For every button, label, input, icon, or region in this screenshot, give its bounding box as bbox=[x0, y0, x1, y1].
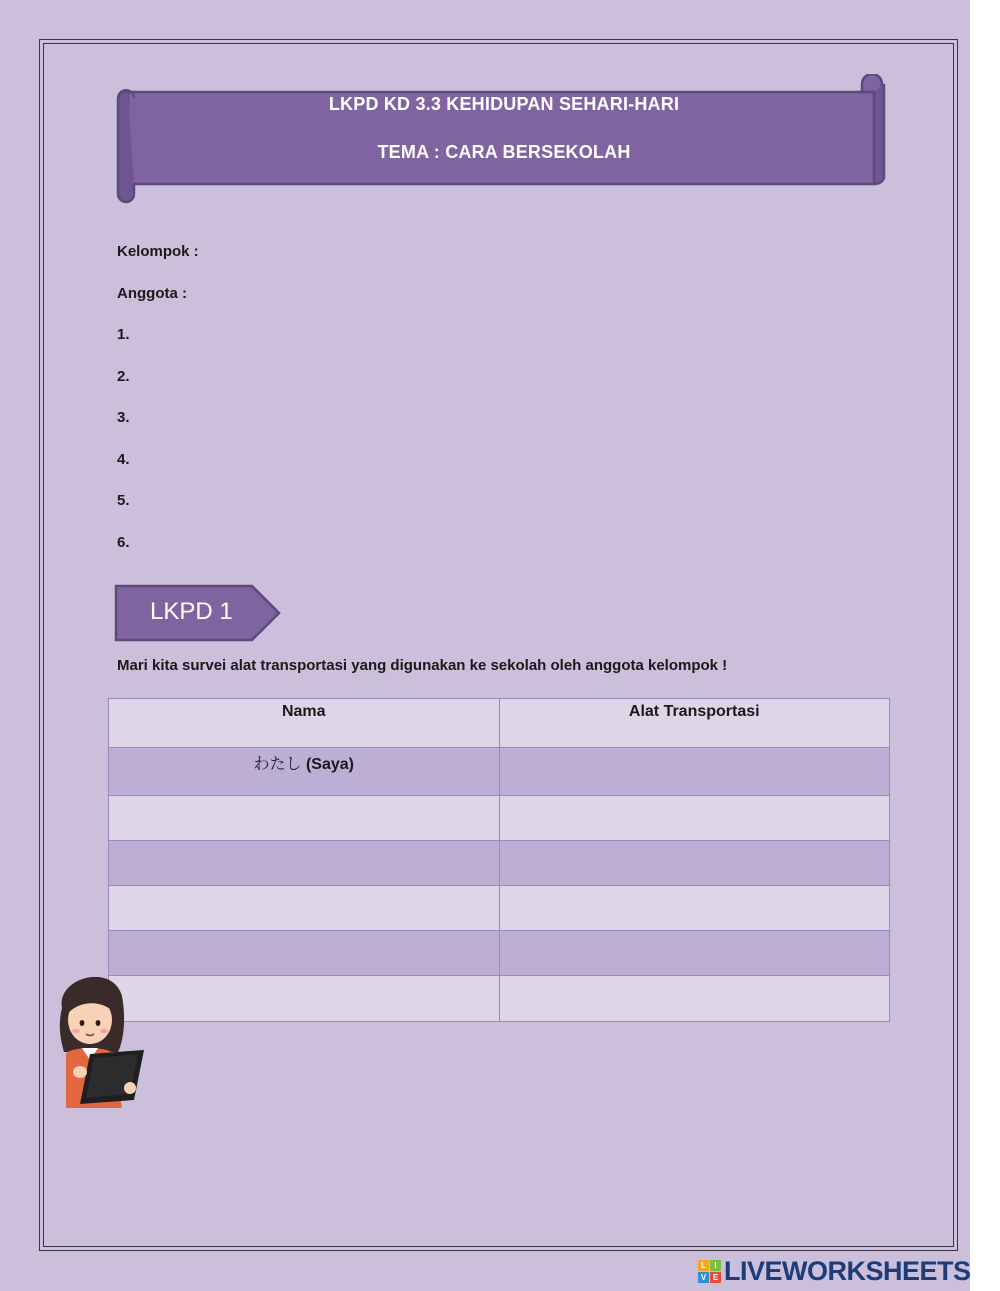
page-border-inner bbox=[43, 43, 954, 1247]
transport-cell[interactable] bbox=[499, 748, 890, 796]
logo-mark-icon bbox=[698, 1260, 721, 1283]
table-row bbox=[109, 841, 890, 886]
member-number-4: 4. bbox=[117, 451, 130, 468]
member-number-2: 2. bbox=[117, 368, 130, 385]
banner-title-line-2: TEMA : CARA BERSEKOLAH bbox=[377, 142, 631, 162]
table-row bbox=[109, 886, 890, 931]
table-header-row bbox=[109, 699, 890, 748]
name-cell bbox=[109, 748, 500, 796]
member-number-6: 6. bbox=[117, 534, 130, 551]
liveworksheets-logo[interactable] bbox=[698, 1256, 971, 1286]
name-cell-latin: (Saya) bbox=[301, 756, 354, 773]
name-cell[interactable] bbox=[109, 796, 500, 841]
header-name: Nama bbox=[109, 699, 500, 748]
table-row bbox=[109, 796, 890, 841]
name-cell[interactable] bbox=[109, 976, 500, 1022]
name-cell[interactable] bbox=[109, 886, 500, 931]
members-label: Anggota : bbox=[117, 285, 187, 302]
transport-cell[interactable] bbox=[499, 841, 890, 886]
logo-letter: V bbox=[698, 1272, 709, 1283]
name-cell[interactable] bbox=[109, 931, 500, 976]
table-row bbox=[109, 976, 890, 1022]
instruction-text: Mari kita survei alat transportasi yang digunakan ke sekolah oleh anggota kelompok ! bbox=[117, 657, 728, 674]
name-cell[interactable] bbox=[109, 841, 500, 886]
transport-cell[interactable] bbox=[499, 976, 890, 1022]
member-number-3: 3. bbox=[117, 409, 130, 426]
banner-title-line-1: LKPD KD 3.3 KEHIDUPAN SEHARI-HARI bbox=[328, 94, 680, 114]
title-scroll-banner bbox=[114, 74, 886, 204]
logo-letter: L bbox=[698, 1260, 709, 1271]
member-number-1: 1. bbox=[117, 326, 130, 343]
table-row bbox=[109, 748, 890, 796]
name-cell-japanese: わたし bbox=[253, 754, 302, 773]
logo-letter: E bbox=[710, 1272, 721, 1283]
banner-title bbox=[134, 92, 874, 164]
transport-cell[interactable] bbox=[499, 931, 890, 976]
logo-wordmark: LIVEWORKSHEETS bbox=[724, 1255, 971, 1286]
transport-cell[interactable] bbox=[499, 796, 890, 841]
group-label: Kelompok : bbox=[117, 243, 199, 260]
section-tag-label: LKPD 1 bbox=[150, 598, 233, 625]
section-tag bbox=[114, 584, 282, 642]
girl-with-clipboard-icon bbox=[52, 968, 148, 1114]
logo-letter: I bbox=[710, 1260, 721, 1271]
survey-table bbox=[108, 698, 890, 1022]
member-number-5: 5. bbox=[117, 492, 130, 509]
header-transport: Alat Transportasi bbox=[499, 699, 890, 748]
transport-cell[interactable] bbox=[499, 886, 890, 931]
table-row bbox=[109, 931, 890, 976]
